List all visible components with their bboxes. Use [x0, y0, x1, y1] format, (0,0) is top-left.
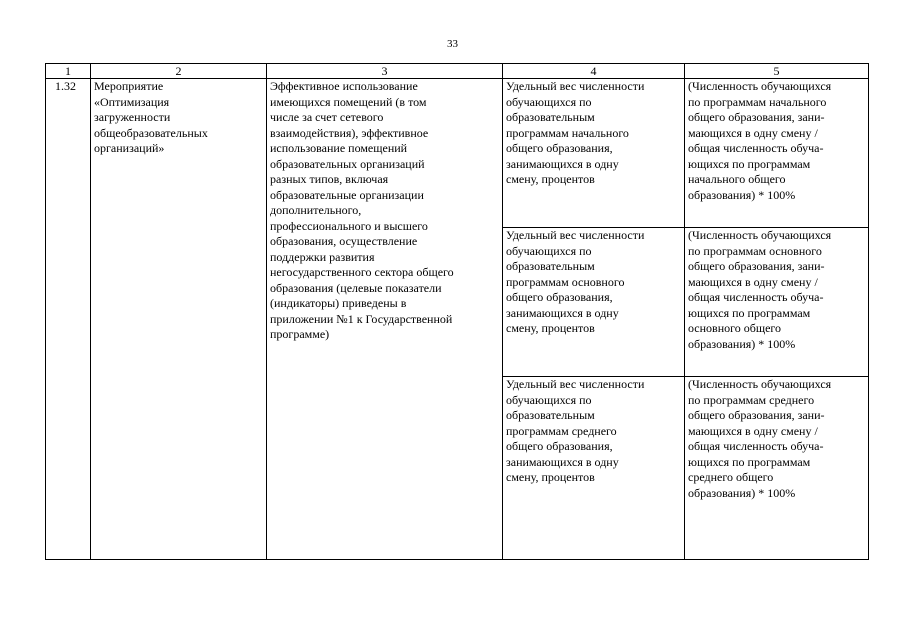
header-cell-1: 1: [46, 64, 91, 79]
indicator-name: Удельный вес численности обучающихся по образовательным программам среднего общего образования, занимающихся в одну смену, процентов: [503, 377, 685, 560]
indicator-formula: (Численность обучающихся по программам начального общего образования, зани- мающихся в одну смену / общая численность обуча- ющихся по программам начального общего образования) * 100%: [685, 79, 869, 228]
header-cell-2: 2: [91, 64, 267, 79]
event-description: Эффективное использование имеющихся помещений (в том числе за счет сетевого взаимодействия), эффективное использование помещений образовательных организаций разных типов, включая образовательные организации дополнительного, профессионального и высшего образования, осуществление поддержки развития негосударственного сектора общего образования (целевые показатели (индикаторы) приведены в приложении №1 к Государственной программе): [267, 79, 503, 560]
event-name: Мероприятие «Оптимизация загруженности общеобразовательных организаций»: [91, 79, 267, 560]
header-cell-3: 3: [267, 64, 503, 79]
indicator-formula: (Численность обучающихся по программам среднего общего образования, зани- мающихся в одну смену / общая численность обуча- ющихся по программам среднего общего образования) * 100%: [685, 377, 869, 560]
row-number: 1.32: [46, 79, 91, 560]
indicator-formula: (Численность обучающихся по программам основного общего образования, зани- мающихся в одну смену / общая численность обуча- ющихся по программам основного общего образования) * 100%: [685, 228, 869, 377]
header-cell-4: 4: [503, 64, 685, 79]
indicator-name: Удельный вес численности обучающихся по образовательным программам начального общего образования, занимающихся в одну смену, процентов: [503, 79, 685, 228]
indicator-table: [45, 63, 869, 560]
header-row: [46, 64, 869, 79]
page-number: 33: [447, 38, 458, 50]
indicator-name: Удельный вес численности обучающихся по образовательным программам основного общего образования, занимающихся в одну смену, процентов: [503, 228, 685, 377]
header-cell-5: 5: [685, 64, 869, 79]
table-row: [46, 79, 869, 228]
